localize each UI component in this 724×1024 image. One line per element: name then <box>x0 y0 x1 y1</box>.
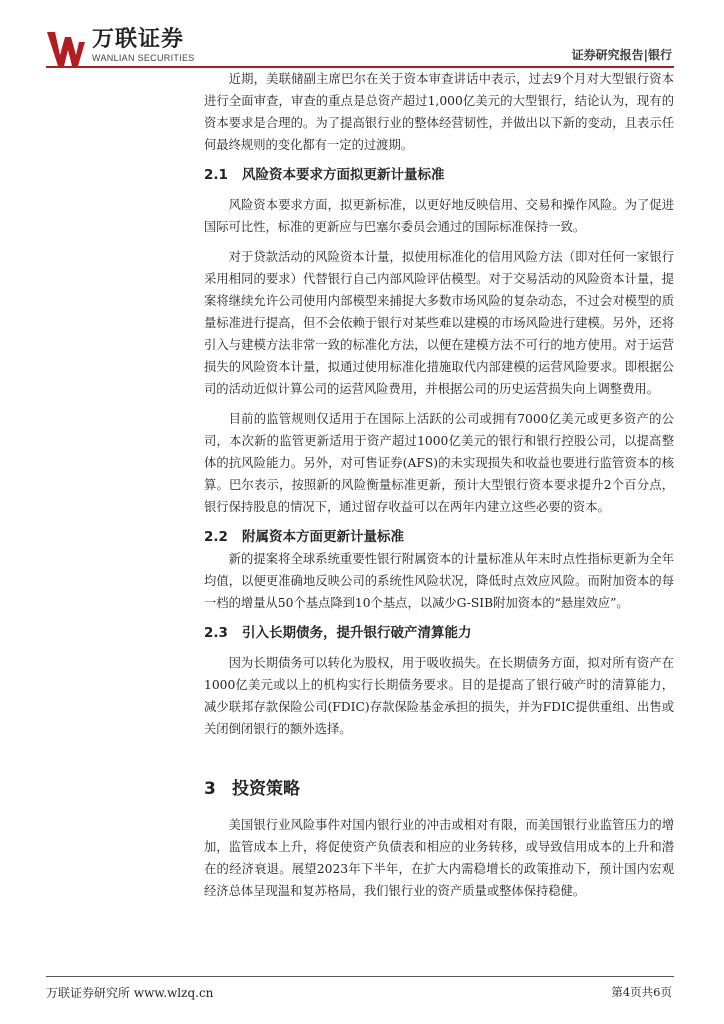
section-heading-2-2 <box>204 526 674 548</box>
section-number: 2.3 <box>204 625 228 641</box>
page-header <box>0 0 724 70</box>
footer-institute: 万联证券研究所 www.wlzq.cn <box>46 986 214 1000</box>
section-number: 2.1 <box>204 167 228 183</box>
section-3-paragraph-1: 美国银行业风险事件对国内银行业的冲击或相对有限，而美国银行业监管压力的增加，监管成本上升，将促使资产负债表和相应的业务转移，或导致信用成本的上升和潜在的经济衰退。展望2023年下半年，在扩大内需稳增长的政策推动下，预计国内宏观经济总体呈现温和复苏格局，我们银行业的资产质量或整体保持稳健。 <box>204 818 674 898</box>
section-2-1-paragraph-3: 目前的监管规则仅适用于在国际上活跃的公司或拥有7000亿美元或更多资产的公司，本次新的监管更新适用于资产超过1000亿美元的银行和银行控股公司，以提高整体的抗风险能力。另外，对可售证券(AFS)的未实现损失和收益也要进行监管资本的核算。巴尔表示，按照新的风险衡量标准更新，预计大型银行资本要求提升2个百分点，银行保持股息的情况下，通过留存收益可以在两年内建立这些必要的资本。 <box>204 412 674 514</box>
page-content <box>204 68 674 902</box>
section-number: 3 <box>204 779 216 799</box>
section-2-1-paragraph-1: 风险资本要求方面，拟更新标准，以更好地反映信用、交易和操作风险。为了促进国际可比性，标准的更新应与巴塞尔委员会通过的国际标准保持一致。 <box>204 198 674 234</box>
section-number: 2.2 <box>204 529 228 545</box>
section-2-2-paragraph-1: 新的提案将全球系统重要性银行附属资本的计量标准从年末时点性指标更新为全年均值，以便更准确地反映公司的系统性风险状况，降低时点效应风险。而附加资本的每一档的增量从50个基点降到10个基点，以减少G-SIB附加资本的“悬崖效应”。 <box>204 552 674 610</box>
logo-chinese-name: 万联证券 <box>92 27 185 52</box>
report-type-label: 证券研究报告|银行 <box>571 48 672 62</box>
wanlian-logo-icon <box>46 28 86 68</box>
section-heading-2-1 <box>204 164 674 186</box>
section-title: 附属资本方面更新计量标准 <box>242 529 404 545</box>
section-heading-3 <box>204 776 674 802</box>
section-title: 风险资本要求方面拟更新计量标准 <box>242 167 445 183</box>
section-title: 投资策略 <box>232 779 300 799</box>
section-heading-2-3 <box>204 622 674 644</box>
page-number: 第4页共6页 <box>611 985 672 999</box>
section-title: 引入长期债务，提升银行破产清算能力 <box>242 625 472 641</box>
section-2-1-paragraph-2: 对于贷款活动的风险资本计量，拟使用标准化的信用风险方法（即对任何一家银行采用相同的要求）代替银行自己内部风险评估模型。对于交易活动的风险资本计量，提案将继续允许公司使用内部模型来捕捉大多数市场风险的复杂动态，不过会对模型的质量标准进行提高，但不会依赖于银行对某些难以建模的市场风险进行建模。另外，还将引入与建模方法非常一致的标准化方法，以便在建模方法不可行的地方使用。对于运营损失的风险资本计量，拟通过使用标准化措施取代内部建模的运营风险要求。即根据公司的活动近似计算公司的运营风险费用，并根据公司的历史运营损失向上调整费用。 <box>204 250 674 396</box>
logo-english-name: WANLIAN SECURITIES <box>92 53 195 63</box>
footer-divider <box>46 976 674 977</box>
intro-paragraph: 近期，美联储副主席巴尔在关于资本审查讲话中表示，过去9个月对大型银行资本进行全面审查，审查的重点是总资产超过1,000亿美元的大型银行，结论认为，现有的资本要求是合理的。为了提高银行业的整体经营韧性，并做出以下新的变动，且表示任何最终规则的变化都有一定的过渡期。 <box>204 72 674 152</box>
section-2-3-paragraph-1: 因为长期债务可以转化为股权，用于吸收损失。在长期债务方面，拟对所有资产在1000亿美元或以上的机构实行长期债务要求。目的是提高了银行破产时的清算能力，减少联邦存款保险公司(FDIC)存款保险基金承担的损失，并为FDIC提供重组、出售或关闭倒闭银行的额外选择。 <box>204 656 674 736</box>
company-logo <box>46 28 195 68</box>
